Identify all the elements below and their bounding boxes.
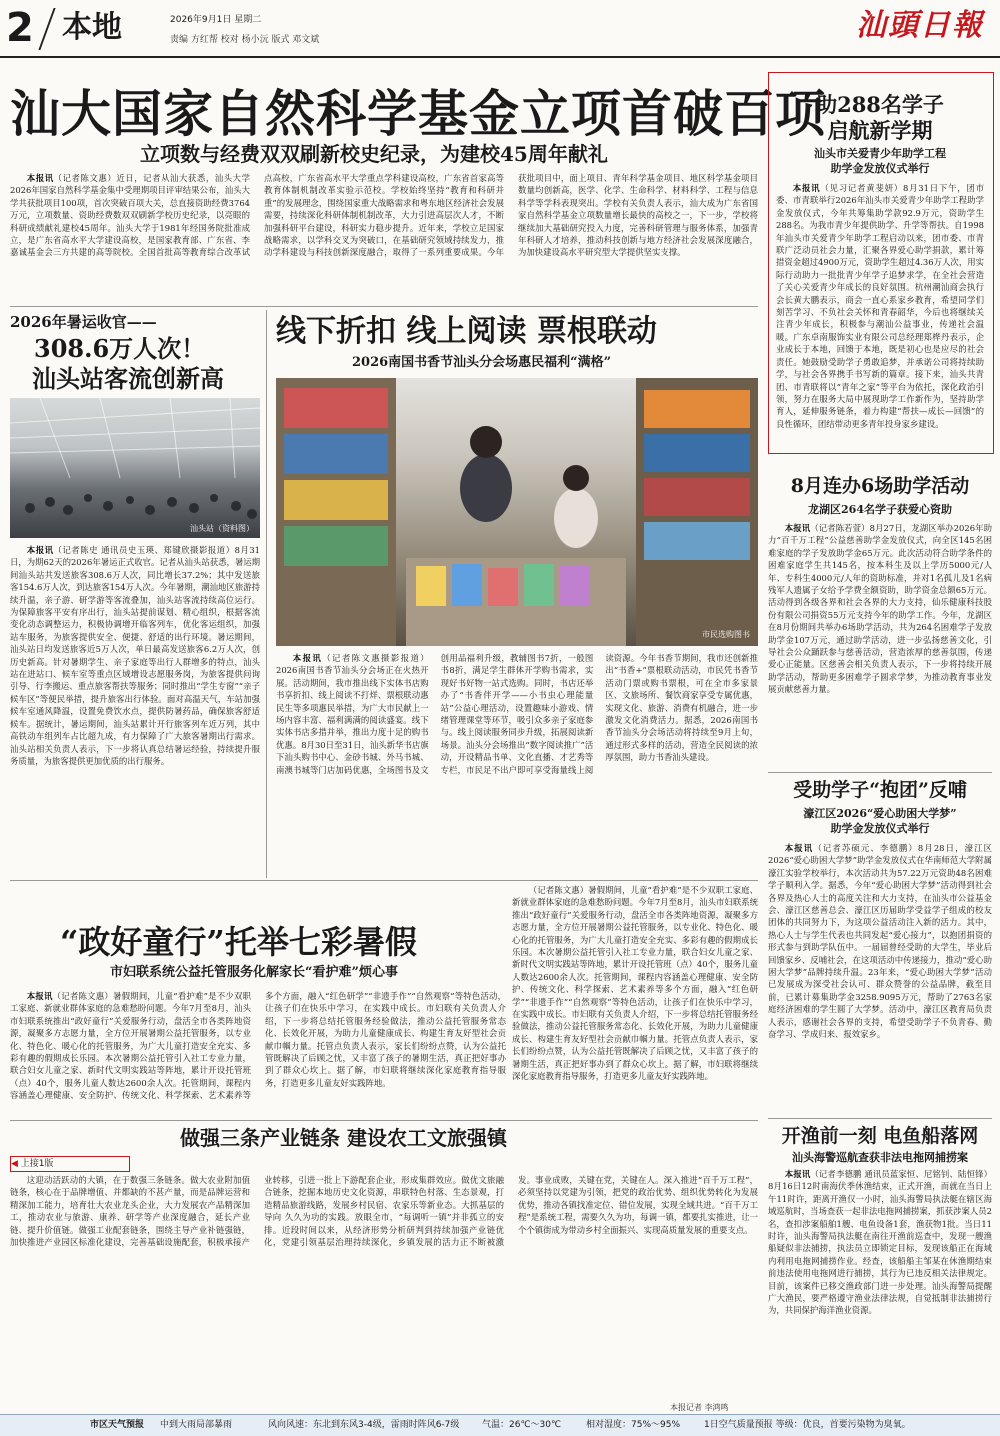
charity-byline: 本报讯 [784, 843, 814, 853]
scholarship-body [776, 182, 984, 444]
divider [10, 1120, 758, 1121]
scholarship-headline: 助288名学子 [816, 92, 944, 117]
jump-label: 上接1版 [20, 1159, 54, 1169]
scholarship-body-text: （见习记者黄斐妍）8月31日下午，团市委、市青联举行2026年汕头市关爱青少年助学工程助学金发放仪式，今年共筹集助学款92.9万元，资助学生288名。为我市青少年提供助学、升学等帮扶。自1998年汕头市关爱青少年助学工程启动以来，团市委、市青联广泛动员社会力量，汇聚各界爱心助学捐款，累计筹措资金超过4900万元，资助学生超过4.36万人次，用实际行动助力一批批青少年学子追梦求学，在全社会营造了关心关爱青少年成长的良好氛围。杭州潮汕商会执行会长黄大鹏表示，商会一直心系家乡教育，希望同学们刻苦学习、不负社会关怀和青春韶华，今后也将继续关注青少年成长，积极参与潮汕公益事业，传递社会温暖。广东卓南服饰实业有限公司总经理郑桦丹表示，企业成长于本地，回馈于本地，既是初心也是应尽的社会责任。她鼓励受助学子勇敢追梦，并承诺公司将持续助学，与社会各界携手书写新的篇章。接下来，汕头共青团、市青联将以“青年之家”等平台为依托，深化政治引领，努力在服务大局中展现助学工作新作为，坚持助学育人，延伸服务链条，着力构建“帮扶—成长—回馈”的良性循环，团结带动更多青年投身家乡建设。 [776, 183, 984, 429]
fishing-body-text: （记者李德鹏 通讯员蓝家恒、尼铭钊、陆恒锋）8月16日12时南海伏季休渔结束，正式开渔，而就在当日上午11时许，距离开渔仅一小时，汕头海警局执法艇在辖区海域巡航时，当场查获一起非法电拖网捕捞案，抓获涉案人员2名，查扣涉案船舶1艘、电鱼设备1套，渔获物1批。当日11时许，汕头海警局执法艇在南往开渔前巡查中，发现一艘渔船疑似非法捕捞，执法员立即锁定目标，发现该船正在海域内利用电拖网捕捞作业。经查，该船船主邹某在休渔期结束前违法使用电拖网进行捕捞，其行为已违反相关法律规定。目前，该案件已移交渔政部门进一步处理。汕头海警局提醒广大渔民，要严格遵守渔业法律法规，自觉抵制非法捕捞行为，共同保护海洋渔业资源。 [768, 1169, 992, 1316]
masthead [0, 0, 1000, 58]
weather-forecast: 中到大雨局部暴雨 [160, 1420, 233, 1430]
bookstore-photo-caption: 市民选购图书 [702, 630, 750, 639]
charity-body-text: （记者苏硕元、李德鹏）8月28日，濠江区2026“爱心助困大学梦”助学金发放仪式在华南师范大学附属濠江实验学校举行，本次活动共为57.22万元资助48名困难学子顺利入学。据悉，今年“爱心助困大学梦”活动得到社会各界及热心人士的高度关注和大力支持，在汕头市公益基金会、濠江区慈善总会、濠江区历届助学受益学子组成的校友团体的共同努力下，为这项公益活动注入新的活力。其中，热心人士与学生代表也共同发起“爱心接力”，以抱团捐资的形式参与到助学队伍中。一届届曾经受助的大学生，毕业后回馈家乡、反哺社会，在这项活动中传递接力，推动“爱心助困大学梦”品牌持续升温。23年来，“爱心助困大学梦”活动已发展成为深受社会认可、群众赞誉的公益品牌，截至目前，已累计募集助学金3258.9095万元，帮助了2763名家庭经济困难的学生圆了大学梦。活动中，濠江区教育局负责人表示，感谢社会各界的支持，希望受助学子不负青春、勤奋学习、学成归来、报效家乡。 [768, 843, 992, 1040]
newspaper-logo: 汕頭日報 [856, 8, 984, 43]
transport-headline-2: 汕头站客流创新高 [32, 364, 224, 393]
fishing-headline: 开渔前一刻 电鱼船落网 [781, 1125, 979, 1147]
jump-arrow-icon: ◀ [11, 1159, 18, 1169]
charity-body [768, 842, 992, 1112]
lead-body [10, 172, 758, 300]
weather-air-quality: 1日空气质量预报 等级：优良，首要污染物为臭氧。 [704, 1420, 911, 1430]
childcare-body-continued [512, 884, 758, 1112]
childcare-body [10, 990, 506, 1110]
section-slash [38, 8, 55, 50]
scholarship-subhead-2: 助学金发放仪式举行 [830, 162, 930, 175]
scholarship-byline: 本报讯 [792, 183, 821, 193]
transport-byline: 本报讯 [26, 545, 54, 555]
divider [10, 880, 758, 881]
scholarship-subhead: 汕头市关爱青少年助学工程 [814, 147, 946, 160]
bookstore-photo [276, 378, 758, 646]
fishing-body [768, 1168, 992, 1408]
divider [768, 772, 992, 773]
column-rule [266, 310, 267, 878]
editor-credits: 责编 方红帮 校对 杨小沅 版式 邓文斌 [170, 35, 320, 45]
scholarship-headline-2: 启航新学期 [827, 118, 933, 143]
industry-body-text: 这迎动活跃动的大镇，在于数强三条链条。做大农业附加值链条，核心在于品牌增值、并都缺的不甚产量，而是品牌运营和精深加工能力，培育壮大农业龙头企业，大力发展农产品精深加工，推动农业与旅游、康养、研学等产业深度融合，延长产业链、提升价值链。做强工业配套链条，围绕主导产业补链强链，加快推进产业园区标准化建设，完善基础设施配套，积极承接产业转移，引进一批上下游配套企业，形成集群效应。做优文旅融合链条，挖掘本地历史文化资源，串联特色村落、生态景观，打造精品旅游线路，发展乡村民宿、农家乐等新业态。大抓基层的导向 久久为功的实践。放眼全市，“每调听一镇”并非孤立的安排。近段时间以来，从经济形势分析研判到持续加强产业链优化，党建引领基层治理持续深化，乡镇发展的活力正不断被激发。事业成败，关键在党，关键在人。深入推进“百千万工程”，必须坚持以党建为引领，把党的政治优势、组织优势转化为发展优势，推动各镇找准定位、错位发展，实现全域共进。“百千万工程”是系统工程，需要久久为功，每调一镇，都要扎实推进，让一个个镇街成为带动乡村全面振兴、实现高质量发展的重要支点。 [10, 1175, 758, 1248]
august-byline: 本报讯 [784, 523, 811, 533]
childcare-headline: “政好童行”托举七彩暑假 [60, 923, 417, 961]
industry-headline: 做强三条产业链条 建设农工文旅强镇 [180, 1126, 507, 1150]
divider [768, 1118, 992, 1119]
weather-bar [0, 1414, 1000, 1436]
lead-body-text: （记者陈文惠）近日，记者从汕大获悉，汕头大学2026年国家自然科学基金集中受理期项目评审结果公布，汕头大学共获批项目100项，首次突破百项大关，总直接资助经费3764万元，立项数量、资助经费数双双刷新学校历史纪录，以亮眼的科研成绩献礼建校45周年。汕头大学于1981年经国务院批准成立，是广东省高水平大学建设高校，是国家教育部、广东省、李嘉诚基金会三方共建的高等院校。全国首批高等教育综合改革试点高校，广东省高水平大学重点学科建设高校，广东省首家高等教育体制机制改革实验示范校。学校始终坚持“教育和科研并重”的发展理念，围绕国家重大战略需求和粤东地区经济社会发展需要，持续深化科研体制机制改革，大力引进高层次人才，不断加强科研平台建设，科研实力稳步提升。近年来，学校立足国家战略需求，以学科交叉为突破口，在基础研究领域持续发力，推动学科建设与科技创新深度融合，取得了一系列重要成果。今年获批项目中，面上项目、青年科学基金项目、地区科学基金项目数量均创新高，医学、化学、生命科学、材料科学、工程与信息科学等学科表现突出。学校有关负责人表示，汕大成为广东省国家自然科学基金立项数量增长最快的高校之一，下一步，学校将继续加大基础研究投入力度，完善科研管理与服务体系，加强青年科研人才培养，推动科技创新与地方经济社会发展深度融合，为加快建设高水平研究型大学提供坚实支撑。 [10, 173, 758, 258]
transport-body [10, 544, 260, 876]
book-subhead: 2026南国书香节汕头分会场惠民福利“满格” [352, 355, 612, 370]
lead-headline: 汕大国家自然科学基金立项首破百项 [10, 84, 826, 143]
childcare-subhead: 市妇联系统公益托管服务化解家长“看护难”烦心事 [110, 965, 398, 980]
fishing-subhead: 汕头海警巡航查获非法电拖网捕捞案 [792, 1151, 968, 1164]
childcare-byline: 本报讯 [26, 991, 53, 1001]
fishing-byline: 本报讯 [784, 1169, 811, 1179]
section-title: 本地 [62, 10, 122, 45]
book-body-text: （记者陈文惠摄影报道）2026南国书香节汕头分会场正在火热开展。活动期间，我市推出线下实体书店购书享折扣、线上阅读不打烊、票根联动惠民生等多项惠民举措，为广大市民献上一场内容丰富、福利满满的阅读盛宴。线下实体书店多措并举，推出力度十足的购书优惠。8月30日至31日，汕头新华书店旗下汕头购书中心、金砂书城、外马书城、南澳书城等门店加码优惠，全场图书及文创用品福利升级，教辅图书7折，一般图书8折，满足学生群体开学购书需求，实现好书好物一站式选购。同时，书店还举办了“书香伴开学——小书虫心理能量站”公益心理活动，设置趣味小游戏、情绪管理课堂等环节，吸引众多亲子家庭参与。线上阅读服务同步升级，拓展阅读新场景。汕头分会场推出“数字阅读推广”活动，开设精品书单、文化直播、才艺秀等专栏，市民足不出户即可享受海量线上阅读资源。今年书香节期间，我市还创新推出“书香+”票根联动活动，市民凭书香节活动门票或购书票根，可在全市多家景区、文旅场所、餐饮商家享受专属优惠，实现文化、旅游、消费有机融合，进一步激发文化消费活力。据悉，2026南国书香节汕头分会场活动将持续至9月上旬，通过形式多样的活动，营造全民阅读的浓厚氛围，助力书香汕头建设。 [276, 653, 758, 775]
transport-headline: 308.6万人次！ [34, 334, 206, 363]
weather-temp: 气温：26℃～30℃ [482, 1420, 562, 1430]
weather-humidity: 相对湿度：75%～95% [586, 1420, 681, 1430]
divider [10, 306, 758, 307]
bookshelf-illustration [276, 378, 758, 646]
book-body [276, 652, 758, 874]
station-photo [10, 398, 260, 538]
book-byline: 本报讯 [292, 653, 323, 663]
charity-subhead-2: 助学金发放仪式举行 [830, 822, 930, 835]
lead-byline: 本报讯 [26, 173, 54, 183]
transport-body-text: （记者陈史 通讯员史玉瑛、郑键欣摄影报道）8月31日，为期62天的2026年暑运正式收官。记者从汕头站获悉，暑运期间汕头站共发送旅客308.6万人次，同比增长37.2%；其中发送旅客154.6万人次，到达旅客154万人次。今年暑期，潮汕地区旅游持续升温，亲子游、研学游等客流叠加，汕头站客流持续高位运行。为保障旅客平安有序出行，汕头站提前谋划、精心组织，根据客流变化动态调整运力，积极协调增开临客列车，优化客运组织，加强站车服务，为旅客提供安全、便捷、舒适的出行环境。暑运期间，汕头站日均发送旅客近5万人次，单日最高发送旅客6.2万人次，创历史新高。针对暑期学生、亲子家庭等出行人群增多的特点，汕头站在进站口、候车室等重点区域增设志愿服务岗，为旅客提供问询引导、行李搬运、重点旅客帮扶等服务；同时推出“学生专窗”“亲子候车区”等便民举措，提升旅客出行体验。面对高温天气，车站加强候车室通风降温，设置免费饮水点，提供防暑药品，确保旅客舒适候车。据统计，暑运期间，汕头站累计开行旅客列车近万列，其中高铁动车组列车占比超九成，有力保障了广大旅客暑期出行需求。汕头站相关负责人表示，下一步将认真总结暑运经验，持续提升服务质量，为旅客提供更加优质的出行服务。 [10, 545, 260, 766]
weather-title: 市区天气预报 [90, 1420, 145, 1430]
issue-date: 2026年9月1日 星期二 [170, 15, 262, 25]
charity-headline: 受助学子“抱团”反哺 [793, 779, 967, 801]
book-headline: 线下折扣 线上阅读 票根联动 [276, 314, 657, 349]
august-subhead: 龙湖区264名学子获爱心资助 [808, 503, 952, 516]
page-number: 2 [6, 5, 34, 51]
august-headline: 8月连办6场助学活动 [790, 475, 970, 497]
transport-kicker: 2026年暑运收官—— [10, 313, 157, 331]
jump-label-box [10, 1156, 130, 1172]
industry-author: 本报记者 李鸿鸣 [670, 1403, 729, 1412]
industry-body [10, 1174, 758, 1402]
childcare-body-text: （记者陈文惠）暑假期间，儿童“看护难”是不少双职工家庭、新就业群体家庭的急难愁盼问题。今年7月至8月，汕头市妇联系统推出“政好童行”关爱服务行动，盘活全市各类阵地资源，凝聚多方志愿力量，全方位开展暑期公益托管服务，以专业化、特色化、暖心化的托管服务，为广大儿童打造安全充实、多彩有趣的假期成长乐园。本次暑期公益托管引入社工专业力量，联合妇女儿童之家、新时代文明实践站等阵地，累计开设托管班（点）40个，服务儿童人数达2600余人次。托管期间，课程内容涵盖心理健康、安全防护、传统文化、科学探索、艺术素养等多个方面，融入“红色研学”“非遗手作”“自然观察”等特色活动，让孩子们在快乐中学习，在实践中成长。市妇联有关负责人介绍，下一步将总结托管服务经验做法，推动公益托管服务常态化、长效化开展，为助力儿童健康成长、构建生育友好型社会贡献巾帼力量。托管点负责人表示，家长们纷纷点赞，认为公益托管既解决了后顾之忧，又丰富了孩子的暑期生活，真正把好事办到了群众心坎上。据了解，市妇联将继续深化家庭教育指导服务，打造更多儿童友好实践阵地。 [10, 991, 506, 1101]
august-body-text: （记者陈若萱）8月27日，龙湖区举办2026年助力“百千万工程”公益慈善助学金发放仪式，向全区145名困难家庭的学子发放助学金65万元。此次活动符合助学条件的困难家庭学生共145名，按本科生及以上学历5000元/人年、专科生4000元/人年的资助标准，并对1名孤儿及1名病残军人遗属子女给予学费全额资助，助学资金总额65万元。活动得到各级各界和社会各界的大力支持，仙乐健康科技股份有限公司捐资55万元支持今年的助学工作。今年，龙湖区在8月份期间共举办6场助学活动，共为264名困难学子发放助学金107万元，通过助学活动，进一步弘扬慈善文化，引导社会公众踊跃参与慈善活动，营造浓厚的慈善氛围，传递爱心正能量。区慈善会相关负责人表示，下一步将持续开展助学活动，帮助更多困难学子圆求学梦，为推动教育事业发展贡献慈善力量。 [768, 523, 992, 695]
weather-wind: 风向风速：东北到东风3-4级，雷雨时阵风6-7级 [268, 1420, 460, 1430]
lead-subhead: 立项数与经费双双刷新校史纪录，为建校45周年献礼 [140, 142, 608, 166]
childcare-body-continued-text: （记者陈文惠）暑假期间，儿童“看护难”是不少双职工家庭、新就业群体家庭的急难愁盼问题。今年7月至8月，汕头市妇联系统推出“政好童行”关爱服务行动，盘活全市各类阵地资源，凝聚多方志愿力量，全方位开展暑期公益托管服务，以专业化、特色化、暖心化的托管服务，为广大儿童打造安全充实、多彩有趣的假期成长乐园。本次暑期公益托管引入社工专业力量，联合妇女儿童之家、新时代文明实践站等阵地，累计开设托管班（点）40个，服务儿童人数达2600余人次。托管期间，课程内容涵盖心理健康、安全防护、传统文化、科学探索、艺术素养等多个方面，融入“红色研学”“非遗手作”“自然观察”等特色活动，让孩子们在快乐中学习，在实践中成长。市妇联有关负责人介绍，下一步将总结托管服务经验做法，推动公益托管服务常态化、长效化开展，为助力儿童健康成长、构建生育友好型社会贡献巾帼力量。托管点负责人表示，家长们纷纷点赞，认为公益托管既解决了后顾之忧，又丰富了孩子的暑期生活，真正把好事办到了群众心坎上。据了解，市妇联将继续深化家庭教育指导服务，打造更多儿童友好实践阵地。 [512, 885, 758, 1082]
station-hall-illustration [10, 398, 260, 538]
station-photo-caption: 汕头站（资料图） [190, 524, 254, 533]
charity-subhead: 濠江区2026“爱心助困大学梦” [803, 807, 957, 820]
august-body [768, 522, 992, 768]
